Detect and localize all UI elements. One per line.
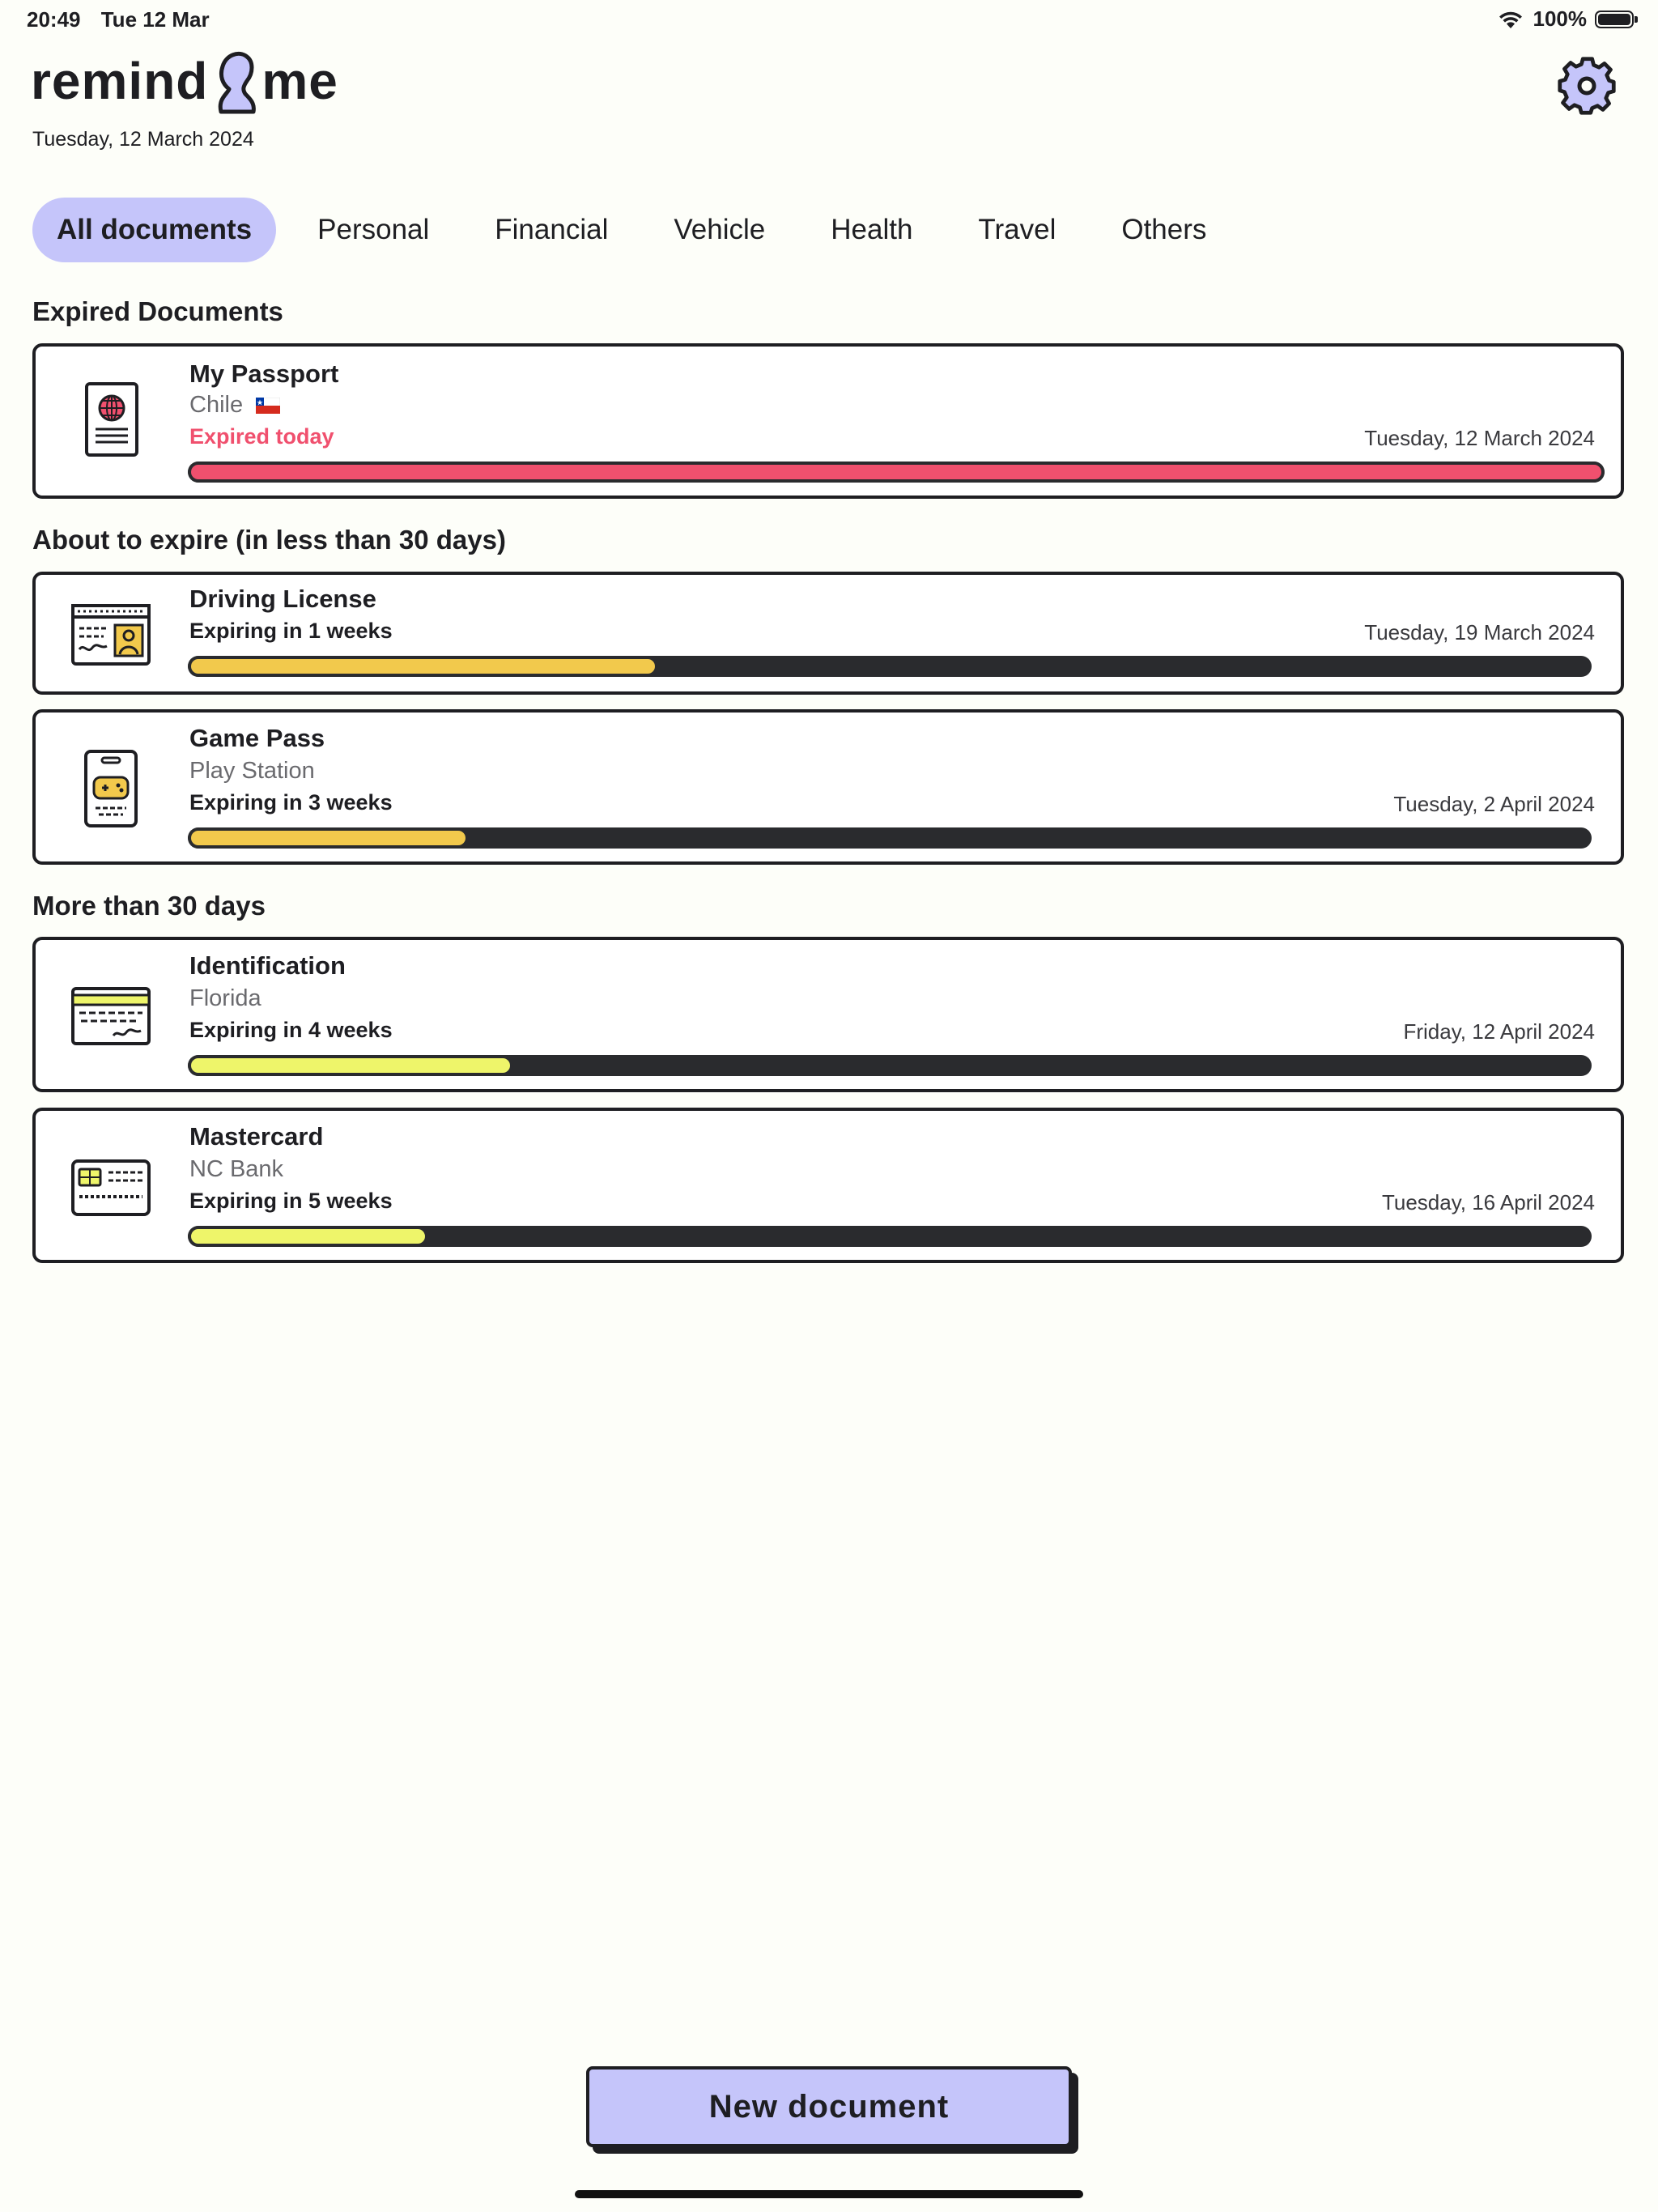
driving-license-icon [66, 591, 155, 680]
document-card-passport[interactable] [32, 343, 1624, 499]
document-status: Expiring in 3 weeks [189, 790, 393, 815]
document-title: Game Pass [189, 724, 325, 752]
mascot-icon [210, 47, 260, 115]
tab-financial[interactable]: Financial [495, 214, 609, 245]
progress-bar [188, 1055, 1592, 1076]
progress-bar [188, 656, 1592, 677]
id-card-icon [66, 971, 155, 1060]
document-country: Chile [189, 392, 244, 418]
current-date: Tuesday, 12 March 2024 [32, 128, 254, 151]
document-title: Driving License [189, 585, 376, 613]
progress-bar [188, 827, 1592, 849]
document-title: Mastercard [189, 1122, 324, 1151]
document-card-mastercard[interactable] [32, 1108, 1624, 1263]
document-status: Expired today [189, 424, 334, 449]
status-date: Tue 12 Mar [100, 7, 210, 32]
section-title-later: More than 30 days [32, 891, 266, 921]
gear-icon[interactable] [1558, 57, 1616, 115]
battery-icon [1595, 11, 1634, 28]
document-expiry-date: Tuesday, 12 March 2024 [1364, 426, 1595, 450]
document-title: My Passport [189, 359, 339, 388]
new-document-button[interactable]: New document [586, 2066, 1072, 2147]
tab-personal[interactable]: Personal [317, 214, 430, 245]
chile-flag-icon [256, 398, 280, 414]
progress-bar [188, 1226, 1592, 1247]
progress-fill [188, 462, 1605, 483]
section-title-expired: Expired Documents [32, 296, 283, 326]
logo-text-left: remind [31, 52, 209, 110]
document-expiry-date: Tuesday, 16 April 2024 [1381, 1190, 1595, 1214]
document-subtitle [189, 392, 280, 419]
document-status: Expiring in 5 weeks [189, 1189, 393, 1213]
app-logo [31, 47, 338, 115]
document-subtitle: Florida [189, 985, 261, 1011]
category-tabs [32, 198, 1272, 262]
document-status: Expiring in 1 weeks [189, 619, 393, 643]
status-time: 20:49 [27, 7, 81, 32]
battery-percent: 100% [1533, 6, 1587, 31]
progress-fill [188, 1055, 513, 1076]
document-expiry-date: Tuesday, 19 March 2024 [1364, 620, 1595, 644]
wifi-icon [1498, 9, 1524, 30]
tab-health[interactable]: Health [831, 214, 913, 245]
document-subtitle: Play Station [189, 758, 315, 784]
document-card-driving-license[interactable] [32, 572, 1624, 695]
passport-icon [66, 376, 155, 465]
progress-fill [188, 827, 469, 849]
document-card-identification[interactable] [32, 937, 1624, 1092]
status-bar [0, 0, 1658, 39]
document-status: Expiring in 4 weeks [189, 1018, 393, 1042]
progress-fill [188, 656, 658, 677]
tab-vehicle[interactable]: Vehicle [674, 214, 766, 245]
progress-fill [188, 1226, 428, 1247]
progress-bar [188, 462, 1605, 483]
document-expiry-date: Friday, 12 April 2024 [1403, 1019, 1595, 1044]
logo-text-right: me [261, 52, 338, 110]
document-card-game-pass[interactable] [32, 709, 1624, 865]
tab-others[interactable]: Others [1121, 214, 1207, 245]
tab-travel[interactable]: Travel [978, 214, 1056, 245]
home-indicator [575, 2190, 1083, 2198]
tab-all-documents[interactable]: All documents [32, 198, 276, 262]
document-subtitle: NC Bank [189, 1156, 284, 1182]
document-expiry-date: Tuesday, 2 April 2024 [1393, 792, 1595, 816]
game-pass-icon [66, 745, 155, 834]
credit-card-icon [66, 1143, 155, 1232]
document-title: Identification [189, 951, 346, 980]
section-title-soon: About to expire (in less than 30 days) [32, 525, 506, 555]
